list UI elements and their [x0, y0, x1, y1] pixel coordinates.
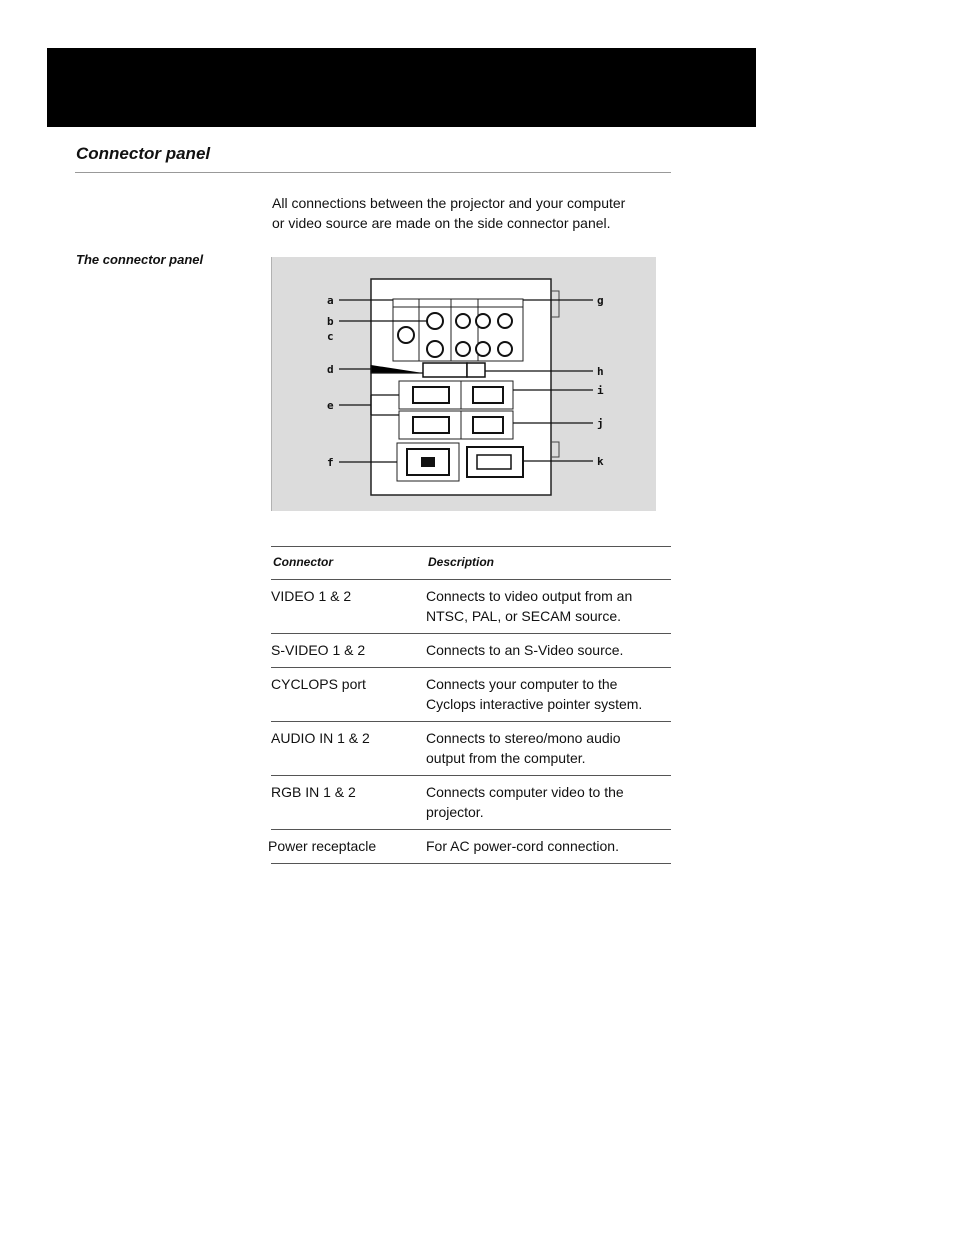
table-row: [271, 634, 671, 668]
description-line: output from the computer.: [426, 750, 586, 766]
connector-cell: RGB IN 1 & 2: [271, 776, 426, 830]
callout-label: f: [327, 456, 334, 469]
description-line: Connects to an S-Video source.: [426, 642, 624, 658]
table-row: [271, 722, 671, 776]
callout-label: g: [597, 294, 604, 307]
description-cell: [426, 580, 671, 634]
callout-label: h: [597, 365, 604, 378]
column-header-connector: Connector: [271, 547, 426, 580]
table-row: [271, 668, 671, 722]
intro-line: All connections between the projector and your computer: [272, 195, 626, 211]
callout-label: c: [327, 330, 334, 343]
column-header-description: Description: [426, 547, 671, 580]
callout-label: k: [597, 455, 604, 468]
description-line: Connects to video output from an: [426, 588, 633, 604]
connector-cell: S-VIDEO 1 & 2: [271, 634, 426, 668]
header-bar: [47, 48, 756, 127]
table-row: [271, 580, 671, 634]
connector-panel-illustration: [271, 257, 656, 511]
intro-line: or video source are made on the side connector panel.: [272, 215, 611, 231]
callout-label: j: [597, 417, 604, 430]
connector-panel-figure: [271, 257, 656, 511]
callout-label: b: [327, 315, 334, 328]
description-line: Connects your computer to the: [426, 676, 618, 692]
callout-label: e: [327, 399, 334, 412]
page-number: 13: [893, 56, 908, 71]
section-title: Connector panel: [76, 144, 211, 163]
callout-label: d: [327, 363, 334, 376]
table-row: [271, 830, 671, 864]
description-cell: [426, 668, 671, 722]
figure-caption: The connector panel: [76, 252, 204, 267]
description-cell: [426, 776, 671, 830]
description-line: Connects to stereo/mono audio: [426, 730, 621, 746]
table-row: [271, 776, 671, 830]
connector-cell: VIDEO 1 & 2: [271, 580, 426, 634]
connector-cell: Power receptacle: [268, 830, 423, 864]
connector-cell: CYCLOPS port: [271, 668, 426, 722]
connector-cell: AUDIO IN 1 & 2: [271, 722, 426, 776]
description-cell: [426, 830, 671, 864]
callout-label: i: [597, 384, 604, 397]
description-line: projector.: [426, 804, 484, 820]
intro-paragraph: [272, 193, 672, 233]
callout-label: a: [327, 294, 334, 307]
description-cell: [426, 722, 671, 776]
table-header-row: [271, 547, 671, 580]
description-line: Cyclops interactive pointer system.: [426, 696, 643, 712]
description-line: For AC power-cord connection.: [426, 838, 619, 854]
description-line: NTSC, PAL, or SECAM source.: [426, 608, 622, 624]
description-cell: [426, 634, 671, 668]
description-line: Connects computer video to the: [426, 784, 624, 800]
title-divider: [75, 172, 671, 173]
connector-table: [268, 546, 671, 864]
